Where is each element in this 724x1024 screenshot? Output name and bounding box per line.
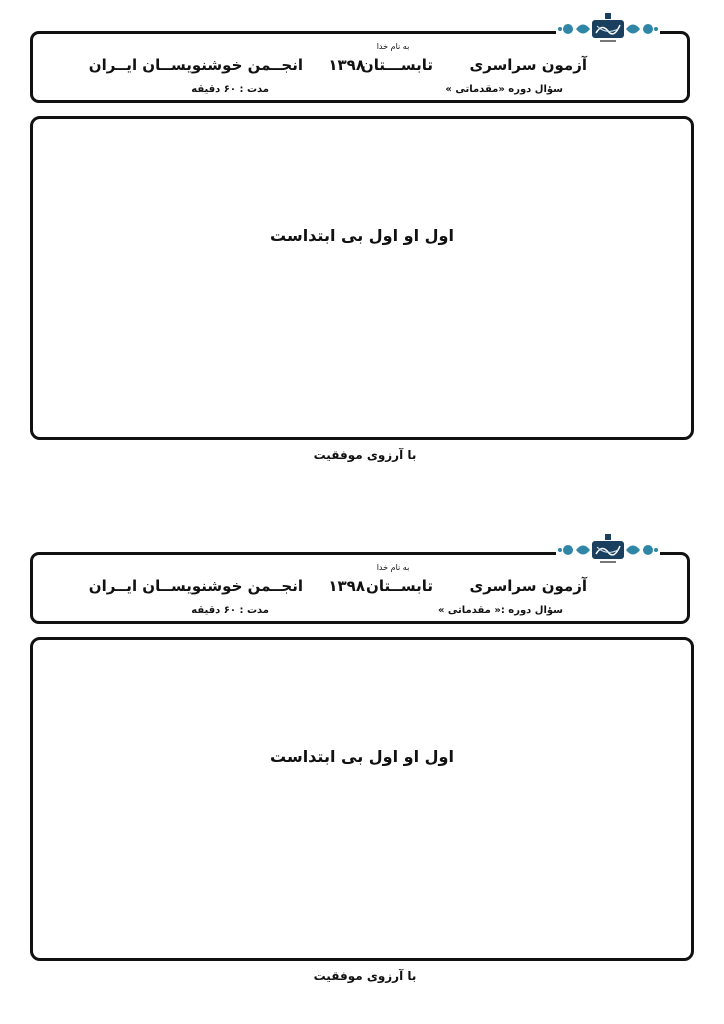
organization-name: انجــمن خوشنویســان ایــران: [88, 577, 303, 595]
course-label: سؤال دوره «مقدماتی »: [445, 84, 563, 95]
duration-label: مدت : ۶۰ دقیقه: [191, 84, 269, 95]
year-label: ۱۳۹۸: [328, 577, 365, 595]
season-label: تابســتان: [366, 577, 433, 595]
question-text: اول او اول بی ابتداست: [270, 747, 454, 766]
question-text: اول او اول بی ابتداست: [270, 226, 454, 245]
bismillah-text: به نام خدا: [376, 563, 410, 572]
question-box: [30, 116, 694, 440]
exam-sheet-2: [0, 521, 724, 1024]
association-logo-icon: [556, 11, 660, 47]
association-logo-icon: [556, 532, 660, 568]
footer-text: با آرزوی موفقیت: [313, 969, 417, 983]
title-row: [33, 54, 687, 80]
bismillah-text: به نام خدا: [376, 42, 410, 51]
organization-name: انجــمن خوشنویســان ایــران: [88, 56, 303, 74]
season-label: تابســـتان: [360, 56, 433, 74]
exam-title: آزمون سراسری: [469, 577, 587, 595]
course-label: سؤال دوره :« مقدماتی »: [437, 605, 563, 616]
exam-title: آزمون سراسری: [469, 56, 587, 74]
title-row: [33, 575, 687, 601]
footer-text: با آرزوی موفقیت: [313, 448, 417, 462]
year-label: ۱۳۹۸: [328, 56, 365, 74]
question-box: [30, 637, 694, 961]
duration-label: مدت : ۶۰ دقیقه: [191, 605, 269, 616]
